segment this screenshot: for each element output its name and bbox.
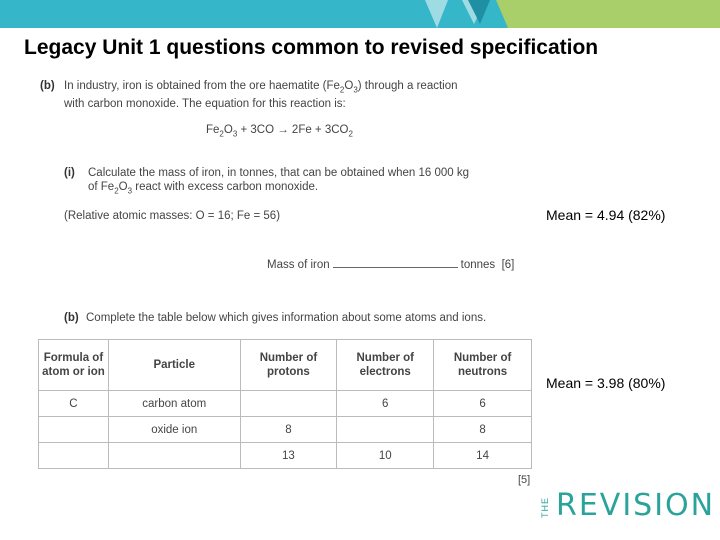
question-i-label: (i) (64, 167, 75, 179)
table-cell (240, 391, 337, 417)
table-cell: 6 (434, 391, 532, 417)
table-cell: 10 (337, 443, 434, 469)
table-cell: 13 (240, 443, 337, 469)
header-electrons: Number of electrons (337, 340, 434, 391)
atoms-table (38, 339, 532, 469)
top-banner (0, 0, 720, 28)
the-revision-logo (540, 488, 716, 526)
mean-score-1: Mean = 4.94 (82%) (546, 207, 666, 223)
table-marks: [5] (518, 474, 531, 486)
question-i-text: Calculate the mass of iron, in tonnes, that can be obtained when 16 000 kg of $Fe_2O_3$ react with excess carbon monoxide. (88, 167, 470, 196)
table-cell: carbon atom (108, 391, 240, 417)
table-cell: 8 (434, 417, 532, 443)
table-cell (39, 443, 109, 469)
reaction-equation: $Fe_2O_3 + 3CO \to 2Fe + 3CO_2$ (206, 124, 353, 139)
question-b2-label: (b) (64, 312, 79, 324)
banner-graphic (0, 0, 720, 28)
table-row (39, 443, 532, 469)
atomic-masses: (Relative atomic masses: O = 16; Fe = 56) (64, 210, 281, 222)
table-cell: C (39, 391, 109, 417)
answer-blank (333, 257, 458, 268)
table-header-row (39, 340, 532, 391)
page-title: Legacy Unit 1 questions common to revised specification (24, 36, 599, 59)
header-neutrons: Number of neutrons (434, 340, 532, 391)
table-row (39, 417, 532, 443)
question-b-text: In industry, iron is obtained from the ore haematite $(Fe_2O_3)$ through a reaction with carbon monoxide. The equation for this reaction is: (64, 80, 458, 111)
table-row (39, 391, 532, 417)
table-cell: 6 (337, 391, 434, 417)
table-cell: oxide ion (108, 417, 240, 443)
table-cell: 8 (240, 417, 337, 443)
table-cell (337, 417, 434, 443)
table-cell (39, 417, 109, 443)
table-cell: 14 (434, 443, 532, 469)
logo-prefix: THE (540, 497, 550, 518)
table-cell (108, 443, 240, 469)
question-b2-text: Complete the table below which gives information about some atoms and ions. (86, 312, 487, 324)
header-formula: Formula of atom or ion (39, 340, 109, 391)
header-particle: Particle (108, 340, 240, 391)
logo-word: REVISION (556, 488, 716, 523)
question-b-label: (b) (40, 80, 55, 92)
banner-green-block (496, 0, 720, 28)
mean-score-2: Mean = 3.98 (80%) (546, 375, 666, 391)
answer-line: Mass of iron tonnes [6] (267, 259, 515, 271)
header-protons: Number of protons (240, 340, 337, 391)
